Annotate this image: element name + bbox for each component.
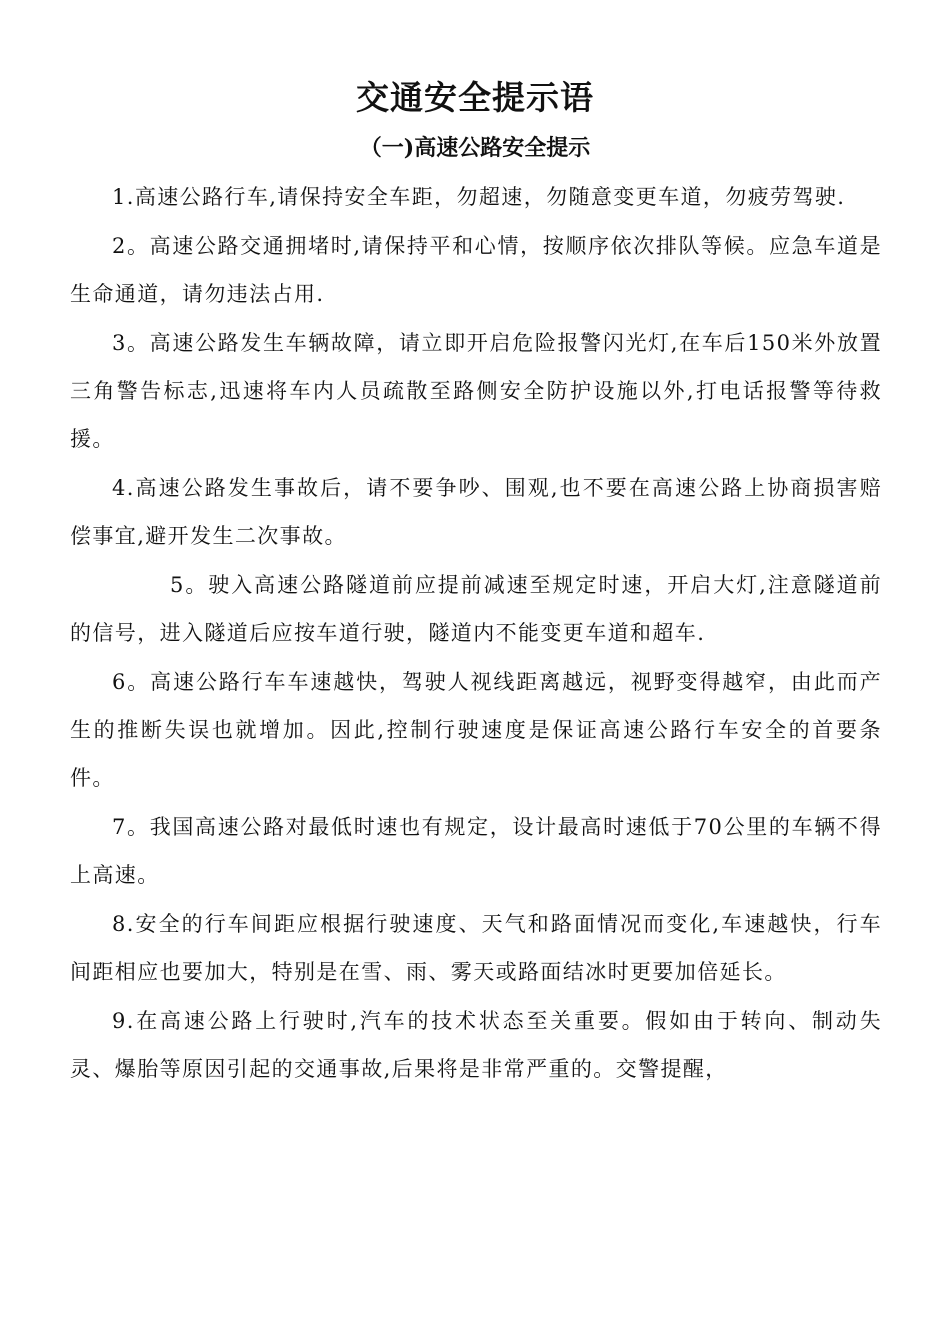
paragraph-5: 5。驶入高速公路隧道前应提前减速至规定时速，开启大灯,注意隧道前的信号，进入隧道后应按车道行驶，隧道内不能变更车道和超车.	[70, 573, 882, 645]
paragraph-1: 1.高速公路行车,请保持安全车距，勿超速，勿随意变更车道，勿疲劳驾驶.	[112, 185, 846, 209]
paragraph-3: 3。高速公路发生车辆故障，请立即开启危险报警闪光灯,在车后150米外放置三角警告标志,迅速将车内人员疏散至路侧安全防护设施以外,打电话报警等待救援。	[70, 331, 883, 451]
document-body	[70, 173, 882, 1094]
paragraph-8: 8.安全的行车间距应根据行驶速度、天气和路面情况而变化,车速越快，行车间距相应也要加大，特别是在雪、雨、雾天或路面结冰时更要加倍延长。	[70, 912, 882, 984]
document-title: 交通安全提示语	[356, 78, 594, 117]
section-heading: （一)高速公路安全提示	[359, 135, 591, 161]
paragraph-9: 9.在高速公路上行驶时,汽车的技术状态至关重要。假如由于转向、制动失灵、爆胎等原因引起的交通事故,后果将是非常严重的。交警提醒，	[70, 1009, 882, 1081]
paragraph-6: 6。高速公路行车车速越快，驾驶人视线距离越远，视野变得越窄，由此而产生的推断失误也就增加。因此,控制行驶速度是保证高速公路行车安全的首要条件。	[70, 670, 882, 790]
paragraph-7: 7。我国高速公路对最低时速也有规定，设计最高时速低于70公里的车辆不得上高速。	[70, 815, 882, 887]
paragraph-4: 4.高速公路发生事故后，请不要争吵、围观,也不要在高速公路上协商损害赔偿事宜,避开发生二次事故。	[70, 476, 882, 548]
paragraph-2: 2。高速公路交通拥堵时,请保持平和心情，按顺序依次排队等候。应急车道是生命通道，请勿违法占用.	[70, 234, 882, 306]
